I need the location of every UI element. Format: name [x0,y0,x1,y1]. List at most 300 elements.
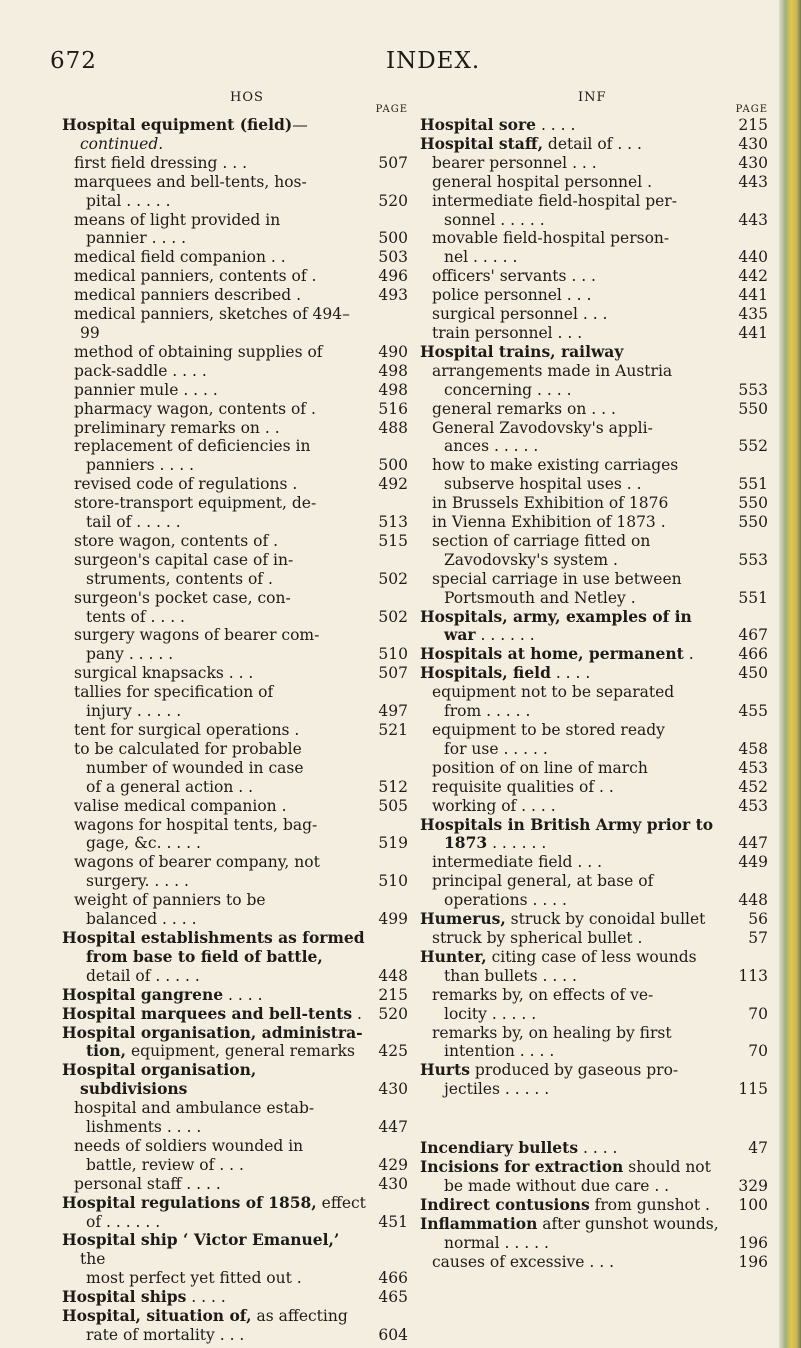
entry-label: . . . . . . [475,626,535,645]
entry-label: effect [316,1193,366,1212]
index-entry [420,362,768,381]
entry-label: surgery wagons of bearer com- [74,626,320,645]
entry-label: Portsmouth and Netley . [444,588,636,607]
entry-text [62,740,368,759]
entry-text [86,759,368,778]
entry-page-number: 465 [378,1288,408,1307]
entry-text [444,1177,728,1196]
entry-text [420,1158,728,1177]
index-entry [62,154,408,173]
entry-label: . . . . . . [487,834,547,853]
index-entry [62,834,408,853]
entry-text [420,570,728,589]
entry-label: . . . . [578,1139,618,1158]
entry-text [420,1196,728,1215]
entry-page-number: 450 [738,664,768,683]
entry-text [86,1326,368,1345]
index-entry [420,343,768,362]
entry-label: . [683,645,694,664]
entry-text [420,494,728,513]
entry-text [444,626,728,645]
entry-text [420,1061,728,1080]
entry-page-number: 447 [378,1118,408,1137]
entry-text [62,154,368,173]
entry-label: surgical knapsacks . . . [74,664,254,683]
entry-label: surgeon's pocket case, con- [74,588,291,607]
entry-label: panniers . . . . [86,456,195,475]
entry-heading: Hospital sore [420,115,537,134]
entry-text [420,513,728,532]
index-entry [420,664,768,683]
page-number: 672 [50,48,97,74]
entry-text [420,1253,728,1272]
index-entry [420,116,768,135]
page-column-label: PAGE [375,104,408,115]
entry-label: intermediate field . . . [432,853,603,872]
entry-text [420,286,728,305]
index-entry [420,608,768,627]
entry-text [86,513,368,532]
entry-page-number: 449 [738,853,768,872]
entry-page-number: 115 [738,1080,768,1099]
index-entry [62,816,408,835]
entry-text [62,626,368,645]
entry-page-number: 430 [378,1080,408,1099]
index-entry [420,192,768,211]
index-entry [420,381,768,400]
entry-heading: Hospital staff, [420,133,543,153]
entry-label: personal staff . . . . [74,1174,221,1193]
entry-label: pannier mule . . . . [74,380,218,399]
entry-heading: Hospital regulations of 1858, [62,1192,317,1212]
entry-text [86,948,368,967]
entry-label: special carriage in use between [432,569,682,588]
section-gap [420,1099,768,1139]
entry-page-number: 430 [378,1174,408,1193]
entry-label: for use . . . . . [444,739,548,758]
entry-page-number: 70 [748,1042,768,1061]
running-title: INDEX. [386,48,481,74]
index-entry [420,305,768,324]
index-entry [420,400,768,419]
entry-heading: Hospital organisation, subdivisions [62,1060,257,1099]
entry-page-number: 503 [378,248,408,267]
entry-page-number: 448 [378,966,408,985]
entry-page-number: 441 [738,286,768,305]
entry-text [62,853,368,872]
entry-page-number: 430 [738,153,768,172]
entry-heading: Hospital marquees and bell-tents [62,1003,353,1023]
entry-label: struments, contents of . [86,569,273,588]
entry-text [62,683,368,702]
entry-label: medical panniers, sketches of 494–99 [74,305,350,342]
entry-page-number: 521 [378,721,408,739]
entry-label: in Vienna Exhibition of 1873 . [432,513,666,532]
entry-text [62,721,368,740]
entry-label: remarks by, on healing by first [432,1023,672,1042]
entry-page-number: 490 [378,342,408,361]
entry-label: Zavodovsky's system . [444,550,618,569]
entry-text [420,229,728,248]
entry-text [62,1175,368,1194]
entry-label: equipment not to be separated [432,683,675,702]
entry-text [420,759,728,778]
index-entry [420,1196,768,1215]
entry-page-number: 455 [738,702,768,721]
entry-text [62,816,368,835]
entry-label: surgeon's capital case of in- [74,550,294,569]
entry-label: jectiles . . . . . [444,1080,550,1099]
entry-text [420,816,728,835]
entry-label: pannier . . . . [86,229,187,248]
entry-text [62,267,368,286]
entry-label: injury . . . . . [86,702,182,721]
entry-text [420,1215,728,1234]
entry-text [62,532,368,551]
entry-label: first field dressing . . . [74,153,248,172]
entry-page-number: 492 [378,475,408,494]
entry-text [420,135,728,154]
entry-label: in Brussels Exhibition of 1876 [432,494,669,513]
entry-heading: Hunter, [420,946,487,966]
entry-page-number: 500 [378,456,408,475]
entry-page-number: 443 [738,210,768,229]
entry-page-number: 56 [748,910,768,929]
entry-page-number: 500 [378,229,408,248]
entry-text [62,551,368,570]
entry-text [420,664,728,683]
index-entry [62,381,408,400]
entry-text [62,1024,368,1043]
entry-text [86,1118,368,1137]
entry-label: position of on line of march [432,758,648,777]
entry-text [86,570,368,589]
entry-label: causes of excessive . . . [432,1252,615,1271]
index-entry [62,1099,408,1118]
entry-text [420,154,728,173]
index-entry [62,626,408,645]
entry-text [62,1307,368,1326]
entry-page-number: 505 [378,796,408,815]
entry-label: bearer personnel . . . [432,153,597,172]
entry-label: train personnel . . . [432,323,583,342]
entry-label: movable field-hospital person- [432,229,670,248]
entry-label: balanced . . . . [86,910,197,929]
entry-text [62,986,368,1005]
entry-page-number: 430 [738,134,768,153]
entry-label: general hospital personnel . [432,172,653,191]
entry-page-number: 453 [738,758,768,777]
index-entry [62,589,408,608]
entry-page-number: 215 [378,985,408,1004]
entry-text [420,362,728,381]
entry-page-number: 550 [738,513,768,532]
index-entry [62,551,408,570]
entry-page-number: 520 [378,1004,408,1023]
entry-page-number: 498 [378,380,408,399]
entry-text [444,1005,728,1024]
entry-label: store-transport equipment, de- [74,494,317,513]
entry-page-number: 510 [378,872,408,891]
entry-label: wagons for hospital tents, bag- [74,815,318,834]
entry-label: arrangements made in Austria [432,361,673,380]
index-entry [62,267,408,286]
entry-page-number: 425 [378,1042,408,1061]
entry-text [420,324,728,343]
entry-page-number: 429 [378,1155,408,1174]
entry-text [62,475,368,494]
index-entry [420,267,768,286]
entry-text [444,381,728,400]
entry-heading: Hospital ships [62,1287,187,1307]
entry-label: hospital and ambulance estab- [74,1099,315,1118]
entry-text [62,381,368,400]
index-entry [420,929,768,948]
entry-label: General Zavodovsky's appli- [432,418,653,437]
right-entries [420,116,768,1271]
index-entry [420,248,768,267]
index-entry [420,683,768,702]
index-entry [62,664,408,683]
index-entry [62,305,408,343]
entry-heading: 1873 [444,833,488,853]
entry-label: subserve hospital uses . . [444,475,642,494]
entry-label: be made without due care . . [444,1176,670,1195]
index-entry [62,1156,408,1175]
entry-text [420,797,728,816]
index-entry [420,211,768,230]
index-entry [62,1269,408,1288]
index-entry [420,1234,768,1253]
entry-label: pital . . . . . [86,191,171,210]
entry-label: replacement of deficiencies in [74,437,311,456]
entry-text [420,192,728,211]
entry-text [86,778,368,797]
entry-text [62,1099,368,1118]
entry-label: after gunshot wounds, [537,1214,719,1233]
entry-text [444,1080,728,1099]
entry-page-number: 488 [378,418,408,437]
index-entry [420,645,768,664]
entry-text [62,1137,368,1156]
entry-page-number: 552 [738,437,768,456]
entry-text [62,173,368,192]
index-entry [420,1215,768,1234]
entry-heading: Indirect contusions [420,1194,590,1214]
entry-text [86,456,368,475]
index-entry [62,1194,408,1213]
entry-heading: Hospital establishments as formed [62,927,365,947]
entry-page-number: 512 [378,777,408,796]
entry-label: produced by gaseous pro- [469,1061,679,1080]
index-entry [62,362,408,381]
entry-page-number: 507 [378,153,408,172]
index-entry [420,173,768,192]
index-entry [420,154,768,173]
index-entry [420,948,768,967]
entry-label: means of light provided in [74,210,281,229]
entry-page-number: 441 [738,323,768,342]
entry-text [420,173,728,192]
entry-label: detail of . . . [542,134,642,153]
index-entry [420,740,768,759]
index-entry [62,570,408,589]
entry-label: store wagon, contents of . [74,531,279,550]
index-entry [420,229,768,248]
entry-heading: Hospitals in British Army prior to [420,814,714,834]
entry-heading: Hospital trains, railway [420,341,624,361]
entry-text [420,1024,728,1043]
entry-page-number: 498 [378,361,408,380]
index-entry [62,1005,408,1024]
entry-heading: from base to field of battle, [86,946,323,966]
entry-text [444,834,728,853]
index-entry [420,702,768,721]
index-entry [62,1326,408,1345]
entry-label: revised code of regulations . [74,475,298,494]
index-entry [62,116,408,154]
entry-label: tail of . . . . . [86,513,181,532]
index-entry [420,759,768,778]
index-entry [62,1024,408,1043]
entry-page-number: 448 [738,891,768,910]
entry-text [86,1269,368,1288]
entry-text [86,1213,368,1232]
entry-text [420,910,728,929]
entry-text [86,608,368,627]
entry-page-number: 550 [738,399,768,418]
entry-text [62,891,368,910]
entry-label: section of carriage fitted on [432,531,651,550]
entry-heading: Hospitals, field [420,663,551,683]
entry-text [62,1005,368,1024]
entry-text [420,532,728,551]
entry-text [444,211,728,230]
entry-page-number: 329 [738,1176,768,1195]
entry-text [420,721,728,740]
entry-text [420,986,728,1005]
entry-label: number of wounded in case [86,758,304,777]
entry-label: citing case of less wounds [486,947,697,966]
entry-label: tents of . . . . [86,607,185,626]
entry-label: pack-saddle . . . . [74,361,207,380]
entry-text [420,853,728,872]
index-entry [420,1158,768,1177]
entry-label: how to make existing carriages [432,456,679,475]
entry-page-number: 466 [378,1269,408,1288]
left-entries [62,116,408,1345]
index-entry [62,494,408,513]
index-entry [62,1307,408,1326]
entry-heading: Hospitals at home, permanent [420,644,684,664]
entry-text [420,645,728,664]
entry-page-number: 551 [738,588,768,607]
index-entry [62,456,408,475]
entry-text [420,683,728,702]
entry-label: medical panniers described . [74,286,302,305]
entry-text [444,248,728,267]
entry-heading: war [444,625,476,645]
index-entry [62,211,408,230]
entry-text [86,192,368,211]
index-entry [420,1042,768,1061]
entry-label: general remarks on . . . [432,399,616,418]
entry-label: of . . . . . . [86,1212,161,1231]
entry-text [62,589,368,608]
entry-label: rate of mortality . . . [86,1326,245,1344]
entry-text [62,362,368,381]
page-edge [779,0,801,1348]
index-entry [420,589,768,608]
index-entry [420,853,768,872]
index-entry [62,419,408,438]
entry-label: method of obtaining supplies of [74,342,323,361]
entry-label: remarks by, on effects of ve- [432,985,654,1004]
entry-page-number: 497 [378,702,408,721]
entry-label: most perfect yet fitted out . [86,1269,302,1288]
entry-label: ances . . . . . [444,437,539,456]
entry-label: . . . . [223,985,263,1004]
entry-label: lishments . . . . [86,1118,202,1137]
index-entry [420,1024,768,1043]
entry-text [86,1156,368,1175]
entry-label: the [80,1250,106,1269]
catchword-right: INF [578,90,607,105]
entry-text [86,645,368,664]
entry-text [62,664,368,683]
index-entry [62,343,408,362]
entry-heading: Hospital organisation, administra- [62,1022,363,1042]
entry-page-number: 435 [738,305,768,324]
index-entry [420,1139,768,1158]
entry-label: medical panniers, contents of . [74,267,317,286]
entry-text [62,437,368,456]
index-entry [62,608,408,627]
entry-label: intermediate field-hospital per- [432,191,677,210]
entry-text [420,872,728,891]
entry-text [86,702,368,721]
index-entry [62,759,408,778]
entry-page-number: 507 [378,664,408,683]
entry-page-number: 553 [738,380,768,399]
entry-text [62,1061,368,1099]
entry-text [62,1288,368,1307]
entry-label: of a general action . . [86,777,254,796]
index-entry [420,986,768,1005]
entry-label: pany . . . . . [86,645,174,664]
index-entry [420,910,768,929]
entry-heading: Hurts [420,1060,470,1080]
index-entry [62,532,408,551]
entry-label: equipment, general remarks [126,1042,355,1061]
index-entry [62,948,408,967]
entry-label: detail of . . . . . [86,966,200,985]
entry-text [420,456,728,475]
entry-page-number: 499 [378,910,408,929]
entry-page-number: 502 [378,569,408,588]
entry-page-number: 100 [738,1195,768,1214]
entry-page-number: 496 [378,267,408,286]
entry-label: principal general, at base of [432,872,654,891]
entry-label: preliminary remarks on . . [74,418,280,437]
entry-text [86,910,368,929]
entry-text [444,891,728,910]
entry-label: weight of panniers to be [74,891,266,910]
entry-text [444,437,728,456]
entry-text [62,929,368,948]
index-entry [62,910,408,929]
entry-heading: Hospital, situation of, [62,1306,252,1326]
